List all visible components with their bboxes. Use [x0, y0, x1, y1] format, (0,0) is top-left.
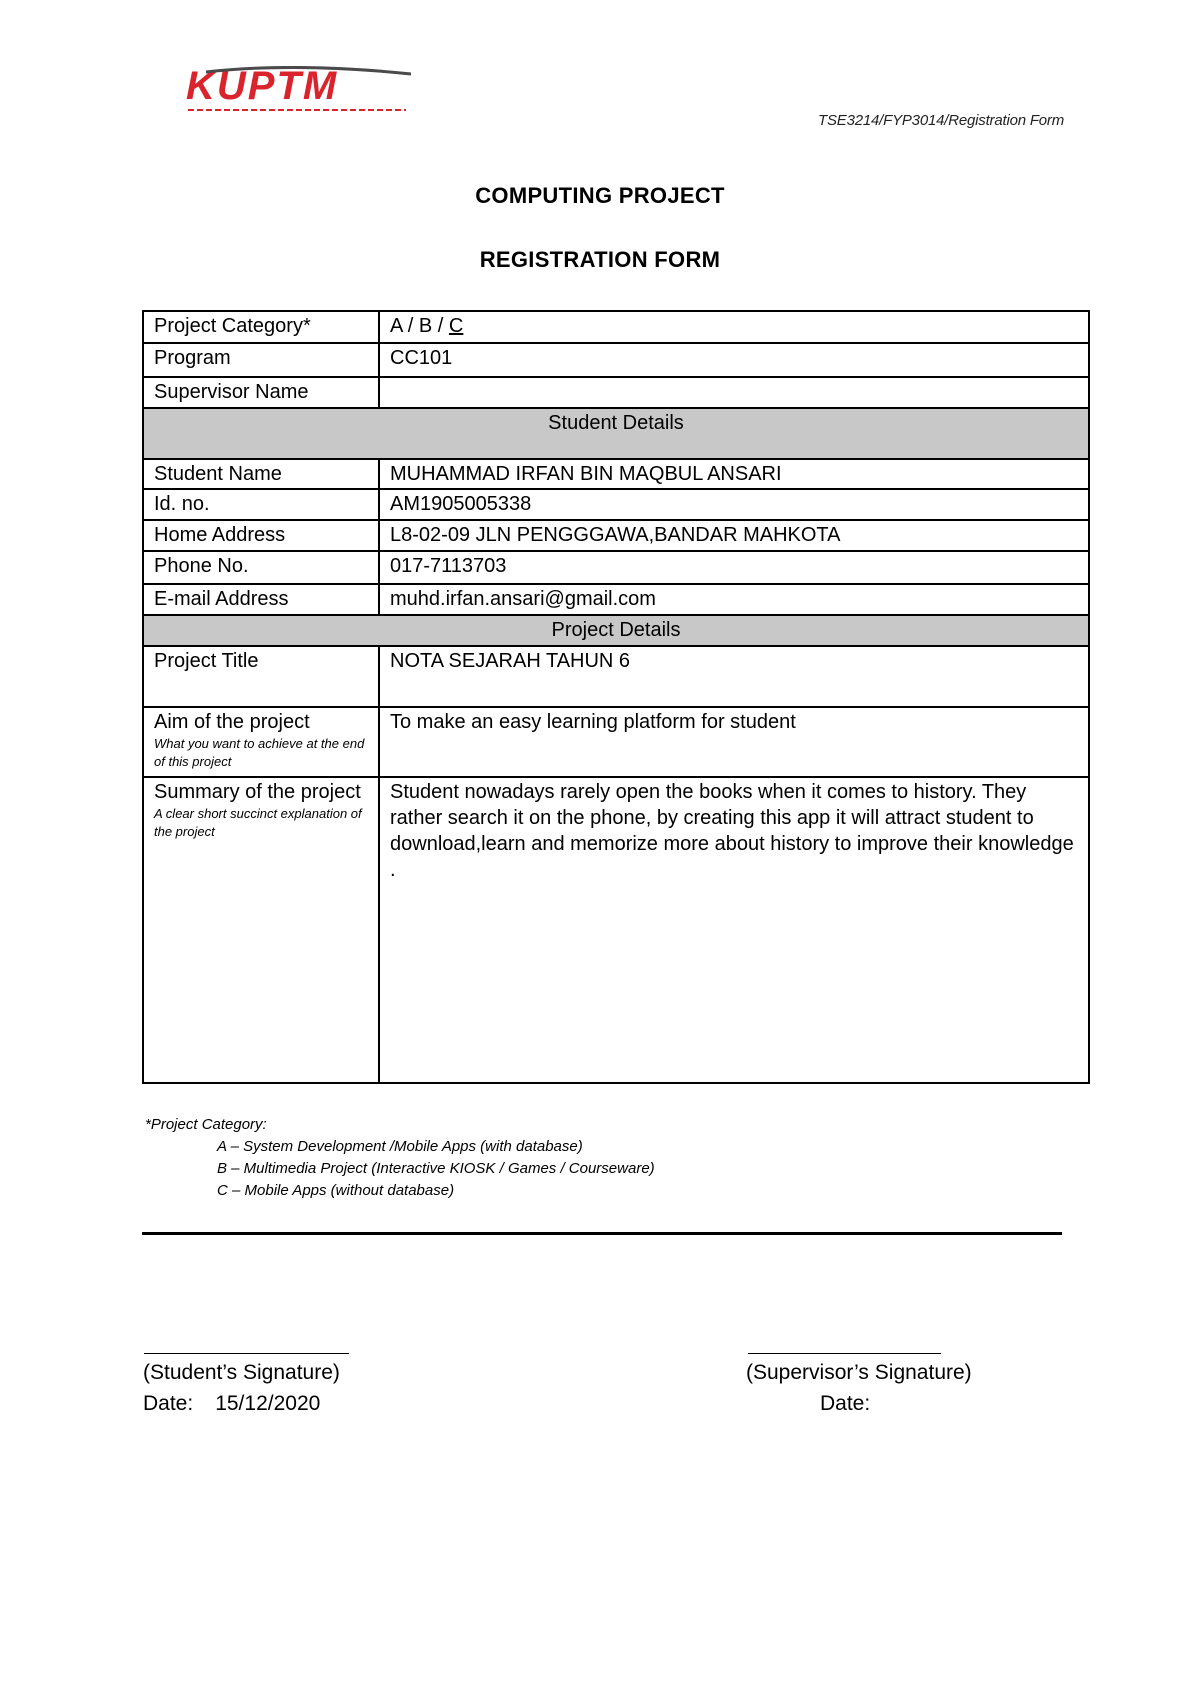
project-title-value: NOTA SEJARAH TAHUN 6 — [379, 646, 1089, 707]
row-id-no — [143, 489, 1089, 520]
student-signature-label: (Student’s Signature) — [143, 1361, 340, 1384]
summary-hint: A clear short succinct explanation of the project — [154, 806, 362, 839]
row-email — [143, 584, 1089, 615]
row-project-title — [143, 646, 1089, 707]
row-summary — [143, 777, 1089, 1083]
project-details-heading: Project Details — [143, 615, 1089, 646]
supervisor-date-label: Date: — [820, 1392, 871, 1415]
student-date-label: Date: — [143, 1392, 194, 1415]
student-details-heading: Student Details — [143, 408, 1089, 459]
phone-value: 017-7113703 — [379, 551, 1089, 584]
divider — [142, 1232, 1062, 1235]
registration-table — [142, 310, 1090, 1084]
page-title: COMPUTING PROJECT — [475, 183, 725, 208]
row-student-section — [143, 408, 1089, 459]
category-options: A / B / — [390, 315, 449, 337]
student-date-value: 15/12/2020 — [215, 1392, 321, 1415]
id-no-label: Id. no. — [143, 489, 379, 520]
program-label: Program — [143, 343, 379, 377]
home-address-value: L8-02-09 JLN PENGGGAWA,BANDAR MAHKOTA — [379, 520, 1089, 551]
project-category-value — [379, 311, 1089, 343]
supervisor-label: Supervisor Name — [143, 377, 379, 408]
supervisor-signature-block — [746, 1357, 972, 1419]
row-student-name — [143, 459, 1089, 489]
student-signature-block — [143, 1357, 340, 1419]
student-name-label: Student Name — [143, 459, 379, 489]
note-b: B – Multimedia Project (Interactive KIOSK / Games / Courseware) — [217, 1160, 655, 1177]
row-project-section — [143, 615, 1089, 646]
row-aim — [143, 707, 1089, 777]
supervisor-signature-label: (Supervisor’s Signature) — [746, 1361, 972, 1384]
email-label: E-mail Address — [143, 584, 379, 615]
row-project-category — [143, 311, 1089, 343]
project-category-label: Project Category* — [143, 311, 379, 343]
aim-value: To make an easy learning platform for student — [379, 707, 1089, 777]
student-date-row — [143, 1388, 340, 1419]
summary-value: Student nowadays rarely open the books when it comes to history. They rather search it on the phone, by creating this app it will attract student to download,learn and memorize more about history to improve their knowledge . — [379, 777, 1089, 1083]
student-signature-line — [144, 1353, 349, 1354]
page-subtitle: REGISTRATION FORM — [479, 247, 721, 272]
row-home-address — [143, 520, 1089, 551]
program-value: CC101 — [379, 343, 1089, 377]
summary-label: Summary of the project — [154, 781, 361, 803]
category-selected: C — [448, 315, 464, 337]
phone-label: Phone No. — [143, 551, 379, 584]
aim-label: Aim of the project — [154, 711, 310, 733]
student-name-value: MUHAMMAD IRFAN BIN MAQBUL ANSARI — [379, 459, 1089, 489]
row-supervisor — [143, 377, 1089, 408]
form-code: TSE3214/FYP3014/Registration Form — [818, 112, 1065, 129]
logo-wordmark: KUPTM — [186, 66, 339, 108]
row-program — [143, 343, 1089, 377]
email-value: muhd.irfan.ansari@gmail.com — [379, 584, 1089, 615]
id-no-value: AM1905005338 — [379, 489, 1089, 520]
home-address-label: Home Address — [143, 520, 379, 551]
note-a: A – System Development /Mobile Apps (with database) — [217, 1138, 583, 1155]
kuptm-logo — [186, 66, 418, 116]
aim-cell — [143, 707, 379, 777]
aim-hint: What you want to achieve at the end of this project — [154, 736, 365, 769]
notes-heading: *Project Category: — [145, 1116, 267, 1133]
note-c: C – Mobile Apps (without database) — [217, 1182, 455, 1199]
category-notes — [145, 1114, 655, 1202]
summary-cell — [143, 777, 379, 1083]
project-title-label: Project Title — [143, 646, 379, 707]
supervisor-signature-line — [748, 1353, 941, 1354]
row-phone — [143, 551, 1089, 584]
supervisor-value — [379, 377, 1089, 408]
